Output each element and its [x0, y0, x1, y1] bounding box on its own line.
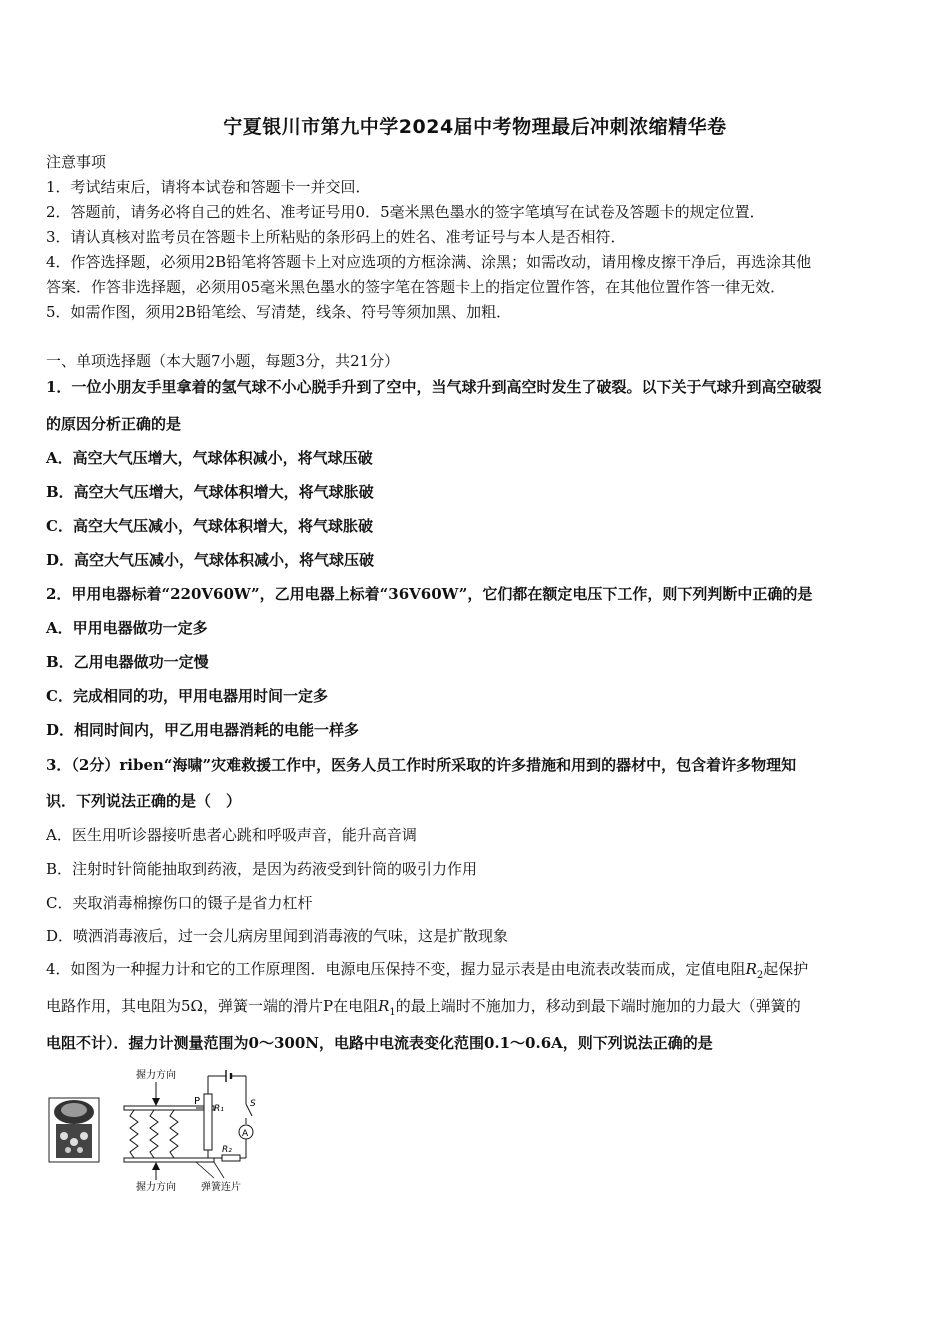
spring — [170, 1110, 178, 1158]
question-3-option-a: A．医生用听诊器接听患者心跳和呼吸声音，能升高音调 — [46, 826, 417, 844]
notice-item: 5．如需作图，须用2B铅笔绘、写清楚，线条、符号等须加黑、加粗． — [46, 303, 512, 321]
resistor-r1-symbol: R — [378, 997, 390, 1015]
question-4-text: 的最上端时不施加力，移动到最下端时施加的力最大（弹簧的 — [395, 997, 801, 1015]
resistor-r1-subscript: 1 — [389, 1007, 396, 1018]
question-4-text: 4．如图为一种握力计和它的工作原理图．电源电压保持不变，握力显示表是由电流表改装而成，定值电阻 — [46, 960, 746, 978]
question-2-option-c: C．完成相同的功，甲用电器用时间一定多 — [46, 687, 328, 705]
grip-dynamometer-figure — [46, 1066, 276, 1196]
resistor-r1 — [204, 1094, 212, 1150]
ammeter-label: A — [242, 1129, 249, 1139]
force-direction-label-bottom: 握力方向 — [136, 1182, 176, 1193]
resistor-r1-label: R₁ — [214, 1104, 224, 1114]
spring-connector-label: 弹簧连片 — [201, 1182, 241, 1193]
question-1-option-c: C．高空大气压减小，气球体积增大，将气球胀破 — [46, 517, 373, 535]
question-2-option-a: A．甲用电器做功一定多 — [46, 619, 208, 637]
section-heading: 一、单项选择题（本大题7小题，每题3分，共21分） — [46, 352, 400, 370]
lower-plate — [124, 1158, 214, 1162]
question-2-option-b: B．乙用电器做功一定慢 — [46, 653, 209, 671]
notice-item: 2．答题前，请务必将自己的姓名、准考证号用0．5毫米黑色墨水的签字笔填写在试卷及答题卡的规定位置． — [46, 203, 765, 221]
slider-label: P — [194, 1096, 201, 1107]
notice-item: 4．作答选择题，必须用2B铅笔将答题卡上对应选项的方框涂满、涂黑；如需改动，请用橡皮擦干净后，再选涂其他 — [46, 253, 812, 271]
notice-item: 答案．作答非选择题，必须用05毫米黑色墨水的签字笔在答题卡上的指定位置作答，在其他位置作答一律无效． — [46, 278, 786, 296]
question-1-option-d: D．高空大气压减小，气球体积减小，将气球压破 — [46, 551, 375, 569]
spring — [150, 1110, 158, 1158]
page-title: 宁夏银川市第九中学2024届中考物理最后冲刺浓缩精华卷 — [223, 116, 727, 138]
question-1-stem: 1．一位小朋友手里拿着的氢气球不小心脱手升到了空中，当气球升到高空时发生了破裂。以下关于气球升到高空破裂 — [46, 378, 822, 396]
question-3-stem: 3．（2分）riben“海啸”灾难救援工作中，医务人员工作时所采取的许多措施和用到的器材中，包含着许多物理知 — [46, 756, 797, 774]
question-3-stem: 识．下列说法正确的是（ ） — [46, 792, 242, 810]
notice-item: 3．请认真核对监考员在答题卡上所粘贴的条形码上的姓名、准考证号与本人是否相符． — [46, 228, 626, 246]
question-3-option-d: D．喷洒消毒液后，过一会儿病房里闻到消毒液的气味，这是扩散现象 — [46, 927, 509, 945]
notice-item: 1．考试结束后，请将本试卷和答题卡一并交回． — [46, 178, 371, 196]
question-4-text: 起保护 — [763, 960, 809, 978]
grip-device-photo — [49, 1098, 99, 1162]
resistor-r2-subscript: 2 — [756, 970, 764, 981]
question-1-option-a: A．高空大气压增大，气球体积减小，将气球压破 — [46, 449, 373, 467]
force-direction-label-top: 握力方向 — [136, 1070, 176, 1081]
question-2-stem: 2．甲用电器标着“220V60W”，乙用电器上标着“36V60W”，它们都在额定电压下工作，则下列判断中正确的是 — [46, 585, 813, 603]
question-4-stem — [46, 996, 801, 1023]
question-4-text: 电路作用，其电阻为5Ω，弹簧一端的滑片P在电阻 — [46, 997, 379, 1015]
question-3-option-b: B．注射时针筒能抽取到药液，是因为药液受到针筒的吸引力作用 — [46, 860, 478, 878]
question-2-option-d: D．相同时间内，甲乙用电器消耗的电能一样多 — [46, 721, 360, 739]
notice-heading: 注意事项 — [46, 153, 107, 171]
resistor-r2 — [222, 1155, 240, 1161]
resistor-r2-symbol: R — [745, 960, 757, 978]
question-1-stem: 的原因分析正确的是 — [46, 415, 182, 433]
question-3-option-c: C．夹取消毒棉擦伤口的镊子是省力杠杆 — [46, 894, 313, 912]
spring — [130, 1110, 138, 1158]
switch-label: S — [250, 1099, 256, 1109]
resistor-r2-label: R₂ — [222, 1145, 232, 1155]
question-4-stem — [46, 959, 808, 986]
question-4-stem: 电阻不计）．握力计测量范围为0～300N，电路中电流表变化范围0.1～0.6A，则下列说法正确的是 — [46, 1034, 713, 1052]
question-1-option-b: B．高空大气压增大，气球体积增大，将气球胀破 — [46, 483, 374, 501]
